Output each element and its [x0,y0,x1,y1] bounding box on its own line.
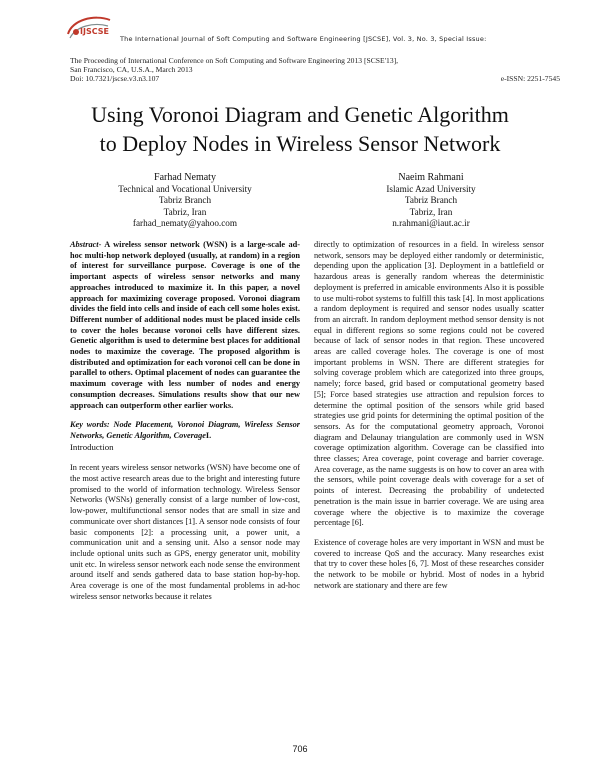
section-heading-introduction: Introduction [70,441,114,452]
keywords [70,420,300,441]
journal-line: The International Journal of Soft Computing and Software Engineering [JSCSE], Vol. 3, No. 3, Special Issue: [120,35,487,43]
abstract-text: A wireless sensor network (WSN) is a large-scale ad-hoc multi-hop network deployed (usually, at random) in a region of interest for surveillance purpose. Coverage is one of the important aspects of wireless sensor networks and many approaches introduced to maximize it. In this paper, a novel approach for maximizing coverage proposed. Voronoi diagram divides the field into cells and inside of each cell some holes exist. Different number of additional nodes must be placed inside cells to cover the holes because voronoi cells have different sizes. Genetic algorithm is used to determine best places for additional nodes to maximize the coverage. The proposed algorithm is distributed and optimization for each voronoi cell can be done in parallel to others. Optimal placement of nodes can guarantee the maximum coverage with less number of nodes and energy consumption decreases. Simulations results show that our new approach can outperform other earlier works. [70,240,300,410]
author-affiliation: Technical and Vocational University [118,183,252,194]
doi-issn-row [70,74,560,83]
right-column [314,240,544,601]
author-branch: Tabriz Branch [158,195,212,205]
proceeding-line: The Proceeding of International Conference on Soft Computing and Software Engineering 2013 [SCSE'13], [70,56,399,65]
keywords-end: I. [205,430,212,440]
journal-logo [64,12,116,48]
left-column [70,240,300,612]
author-branch: Tabriz Branch [404,195,458,205]
author-name: Farhad Nematy [154,172,216,183]
abstract-label: Abstract- [70,240,102,249]
author-city: Tabriz, Iran [409,206,453,217]
location-line: San Francisco, CA, U.S.A., March 2013 [70,65,193,74]
author-affiliation: Islamic Azad University [386,183,476,194]
title-line-1: Using Voronoi Diagram and Genetic Algorithm [91,102,509,127]
intro-paragraph-1: In recent years wireless sensor networks (WSN) have become one of the most active research areas due to the bright and interesting future promised to the world of information technology. Wireless Sensor Networks (WSNs) generally consist of a large number of low-cost, low-power, multifunctional sensor nodes that are small in size and communicate over short distances [1]. A sensor node consists of four basic components [2]: a processing unit, a power unit, a communication unit and a sensing unit. Also a sensor node may include optional units such as GPS, energy generator unit, mobility unit etc. In wireless sensor network each node sense the environment around itself and sends gathered data to base station hop-by-hop. Area coverage is one of the most fundamental problems in ad-hoc wireless sensor networks because it relates [70,463,300,601]
author-email: farhad_nematy@yahoo.com [132,218,238,228]
doi: Doi: 10.7321/jscse.v3.n3.107 [70,74,160,83]
author-name: Naeim Rahmani [398,172,464,183]
author-email: n.rahmani@iaut.ac.ir [392,218,470,228]
keywords-text: Node Placement, Voronoi Diagram, Wireless Sensor Networks, Genetic Algorithm, Coverage [70,420,300,440]
author-block-1 [60,172,310,230]
page-number: 706 [292,744,308,754]
issn: e-ISSN: 2251-7545 [500,74,560,83]
abstract [70,240,300,411]
author-block-2 [306,172,556,230]
body-paragraph-1: directly to optimization of resources in a field. In wireless sensor network, sensors may be deployed either randomly or deterministic, depending upon the application [3]. Deployment in a battlefield or hazardous areas is generally random whereas the deterministic deployment is preferred in amicable environments Also it is possible to use multi-robot systems to fulfill this task [4]. In most applications a random deployment is required and sensor nodes usually scatter from an aircraft. In random deployment method sensor density is not equal in different regions so some regions could not be covered because of lack of sensor nodes in that region. These uncovered areas are called coverage holes. The coverage is one of most important problems in WSN. There are different strategies for solving coverage problem which are categorized into three groups, namely; force based, grid based or computational geometry based [5]; Force based strategies use attraction and repulsion forces to determine the optimal position of the sensors while grid based strategies use grid points for determining the optimal position of the sensors. As for the computational geometry approach, Voronoi diagram and Delaunay triangulation are commonly used in WSN coverage optimization algorithm. Coverage can be classified into three classes; Area coverage, point coverage and barrier coverage. Area coverage, as the name suggests is on how to cover an area with the sensors, while point coverage deals with coverage for a set of points of interest. Decreasing the probability of undetected penetration is the main issue in barrier coverage. We are using area coverage where the objective is to maximize the coverage percentage [6]. [314,240,544,528]
keywords-label: Key words: [70,420,110,430]
proceeding-info [70,56,560,83]
author-city: Tabriz, Iran [163,206,207,217]
logo-text: IJSCSE [80,27,109,36]
title-line-2: to Deploy Nodes in Wireless Sensor Network [99,131,501,156]
body-paragraph-2: Existence of coverage holes are very important in WSN and must be covered to increase QoS and the accuracy. Many researches exist that try to cover these holes [6, 7]. Most of these researches consider the network to be mobile or hybrid. Most of nodes in a hybrid network are stationary and there are few [314,537,544,590]
paper-title [40,100,560,158]
